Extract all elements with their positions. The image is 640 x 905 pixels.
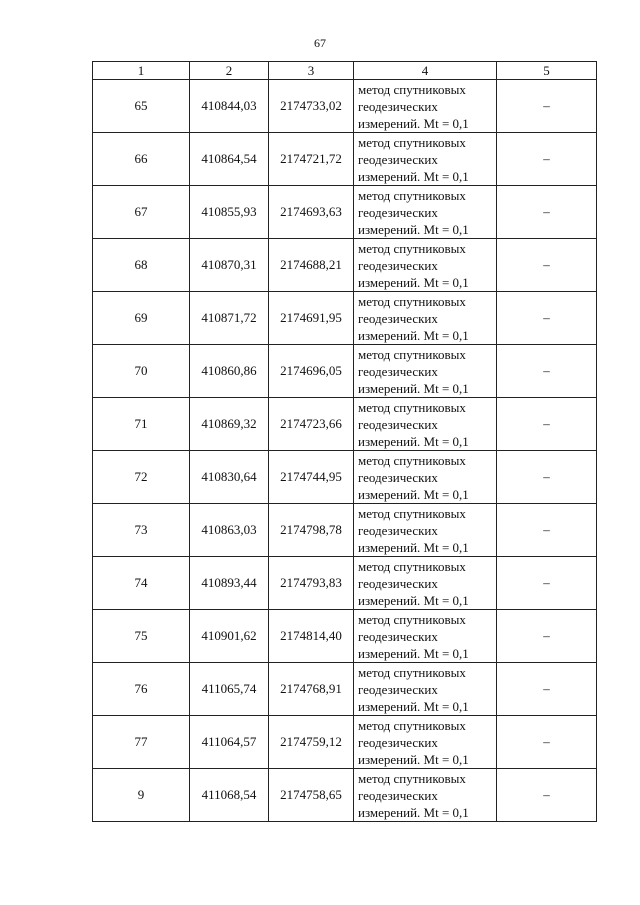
method-line: геодезических: [358, 98, 438, 114]
note-cell: –: [497, 398, 597, 451]
method-line: метод спутниковых: [358, 134, 466, 150]
note-cell: –: [497, 186, 597, 239]
method-line: геодезических: [358, 363, 438, 379]
note-cell: –: [497, 663, 597, 716]
note-cell: –: [497, 716, 597, 769]
x-coordinate-cell: 410871,72: [190, 292, 269, 345]
point-number-cell: 75: [93, 610, 190, 663]
method-line: геодезических: [358, 416, 438, 432]
method-line: измерений. Mt = 0,1: [358, 592, 469, 608]
x-coordinate-cell: 410901,62: [190, 610, 269, 663]
x-coordinate-cell: 411065,74: [190, 663, 269, 716]
method-line: геодезических: [358, 681, 438, 697]
method-line: измерений. Mt = 0,1: [358, 698, 469, 714]
method-line: геодезических: [358, 310, 438, 326]
column-header-note: 5: [497, 62, 597, 80]
method-line: метод спутниковых: [358, 81, 466, 97]
method-cell: [354, 239, 497, 292]
point-number-cell: 67: [93, 186, 190, 239]
method-cell: [354, 610, 497, 663]
method-line: измерений. Mt = 0,1: [358, 115, 469, 131]
method-line: геодезических: [358, 204, 438, 220]
table-row: [93, 504, 597, 557]
method-cell: [354, 398, 497, 451]
x-coordinate-cell: 410860,86: [190, 345, 269, 398]
y-coordinate-cell: 2174759,12: [269, 716, 354, 769]
method-cell: [354, 345, 497, 398]
column-header-number: 1: [93, 62, 190, 80]
method-cell: [354, 663, 497, 716]
point-number-cell: 69: [93, 292, 190, 345]
table-row: [93, 239, 597, 292]
table-row: [93, 292, 597, 345]
method-line: измерений. Mt = 0,1: [358, 168, 469, 184]
method-line: метод спутниковых: [358, 346, 466, 362]
y-coordinate-cell: 2174793,83: [269, 557, 354, 610]
note-cell: –: [497, 345, 597, 398]
method-line: метод спутниковых: [358, 293, 466, 309]
column-header-method: 4: [354, 62, 497, 80]
y-coordinate-cell: 2174721,72: [269, 133, 354, 186]
note-cell: –: [497, 292, 597, 345]
column-header-x: 2: [190, 62, 269, 80]
method-line: метод спутниковых: [358, 505, 466, 521]
method-cell: [354, 80, 497, 133]
y-coordinate-cell: 2174733,02: [269, 80, 354, 133]
y-coordinate-cell: 2174691,95: [269, 292, 354, 345]
x-coordinate-cell: 410855,93: [190, 186, 269, 239]
table-row: [93, 80, 597, 133]
x-coordinate-cell: 410844,03: [190, 80, 269, 133]
note-cell: –: [497, 239, 597, 292]
y-coordinate-cell: 2174696,05: [269, 345, 354, 398]
method-line: геодезических: [358, 257, 438, 273]
x-coordinate-cell: 410830,64: [190, 451, 269, 504]
point-number-cell: 9: [93, 769, 190, 822]
table-header-row: [93, 62, 597, 80]
method-line: измерений. Mt = 0,1: [358, 539, 469, 555]
page-number: 67: [314, 36, 326, 50]
method-cell: [354, 186, 497, 239]
point-number-cell: 65: [93, 80, 190, 133]
point-number-cell: 77: [93, 716, 190, 769]
method-line: геодезических: [358, 575, 438, 591]
point-number-cell: 70: [93, 345, 190, 398]
table-body: [93, 80, 597, 822]
method-cell: [354, 292, 497, 345]
method-line: метод спутниковых: [358, 558, 466, 574]
method-line: измерений. Mt = 0,1: [358, 645, 469, 661]
method-line: геодезических: [358, 787, 438, 803]
method-line: измерений. Mt = 0,1: [358, 380, 469, 396]
point-number-cell: 73: [93, 504, 190, 557]
table-row: [93, 663, 597, 716]
x-coordinate-cell: 410870,31: [190, 239, 269, 292]
y-coordinate-cell: 2174798,78: [269, 504, 354, 557]
method-cell: [354, 769, 497, 822]
point-number-cell: 71: [93, 398, 190, 451]
note-cell: –: [497, 504, 597, 557]
method-line: геодезических: [358, 628, 438, 644]
method-line: метод спутниковых: [358, 187, 466, 203]
point-number-cell: 66: [93, 133, 190, 186]
method-line: измерений. Mt = 0,1: [358, 751, 469, 767]
method-line: измерений. Mt = 0,1: [358, 433, 469, 449]
method-cell: [354, 716, 497, 769]
method-line: метод спутниковых: [358, 611, 466, 627]
method-cell: [354, 451, 497, 504]
point-number-cell: 68: [93, 239, 190, 292]
table-row: [93, 398, 597, 451]
method-line: измерений. Mt = 0,1: [358, 221, 469, 237]
note-cell: –: [497, 80, 597, 133]
y-coordinate-cell: 2174693,63: [269, 186, 354, 239]
x-coordinate-cell: 410863,03: [190, 504, 269, 557]
table-row: [93, 345, 597, 398]
note-cell: –: [497, 557, 597, 610]
y-coordinate-cell: 2174768,91: [269, 663, 354, 716]
x-coordinate-cell: 410869,32: [190, 398, 269, 451]
method-line: метод спутниковых: [358, 717, 466, 733]
note-cell: –: [497, 769, 597, 822]
y-coordinate-cell: 2174814,40: [269, 610, 354, 663]
table-row: [93, 716, 597, 769]
method-line: геодезических: [358, 151, 438, 167]
method-line: измерений. Mt = 0,1: [358, 327, 469, 343]
note-cell: –: [497, 610, 597, 663]
method-line: геодезических: [358, 522, 438, 538]
method-line: геодезических: [358, 734, 438, 750]
table-row: [93, 610, 597, 663]
method-cell: [354, 557, 497, 610]
note-cell: –: [497, 133, 597, 186]
coordinates-table: [92, 61, 597, 822]
method-line: метод спутниковых: [358, 399, 466, 415]
table-row: [93, 133, 597, 186]
method-line: геодезических: [358, 469, 438, 485]
y-coordinate-cell: 2174758,65: [269, 769, 354, 822]
method-line: метод спутниковых: [358, 770, 466, 786]
method-line: измерений. Mt = 0,1: [358, 804, 469, 820]
column-header-y: 3: [269, 62, 354, 80]
method-cell: [354, 133, 497, 186]
method-cell: [354, 504, 497, 557]
point-number-cell: 72: [93, 451, 190, 504]
y-coordinate-cell: 2174688,21: [269, 239, 354, 292]
x-coordinate-cell: 411064,57: [190, 716, 269, 769]
table-row: [93, 451, 597, 504]
table-row: [93, 186, 597, 239]
note-cell: –: [497, 451, 597, 504]
method-line: метод спутниковых: [358, 664, 466, 680]
y-coordinate-cell: 2174744,95: [269, 451, 354, 504]
x-coordinate-cell: 410864,54: [190, 133, 269, 186]
y-coordinate-cell: 2174723,66: [269, 398, 354, 451]
point-number-cell: 74: [93, 557, 190, 610]
table-row: [93, 557, 597, 610]
x-coordinate-cell: 411068,54: [190, 769, 269, 822]
table-row: [93, 769, 597, 822]
method-line: измерений. Mt = 0,1: [358, 486, 469, 502]
x-coordinate-cell: 410893,44: [190, 557, 269, 610]
method-line: метод спутниковых: [358, 452, 466, 468]
point-number-cell: 76: [93, 663, 190, 716]
method-line: метод спутниковых: [358, 240, 466, 256]
method-line: измерений. Mt = 0,1: [358, 274, 469, 290]
